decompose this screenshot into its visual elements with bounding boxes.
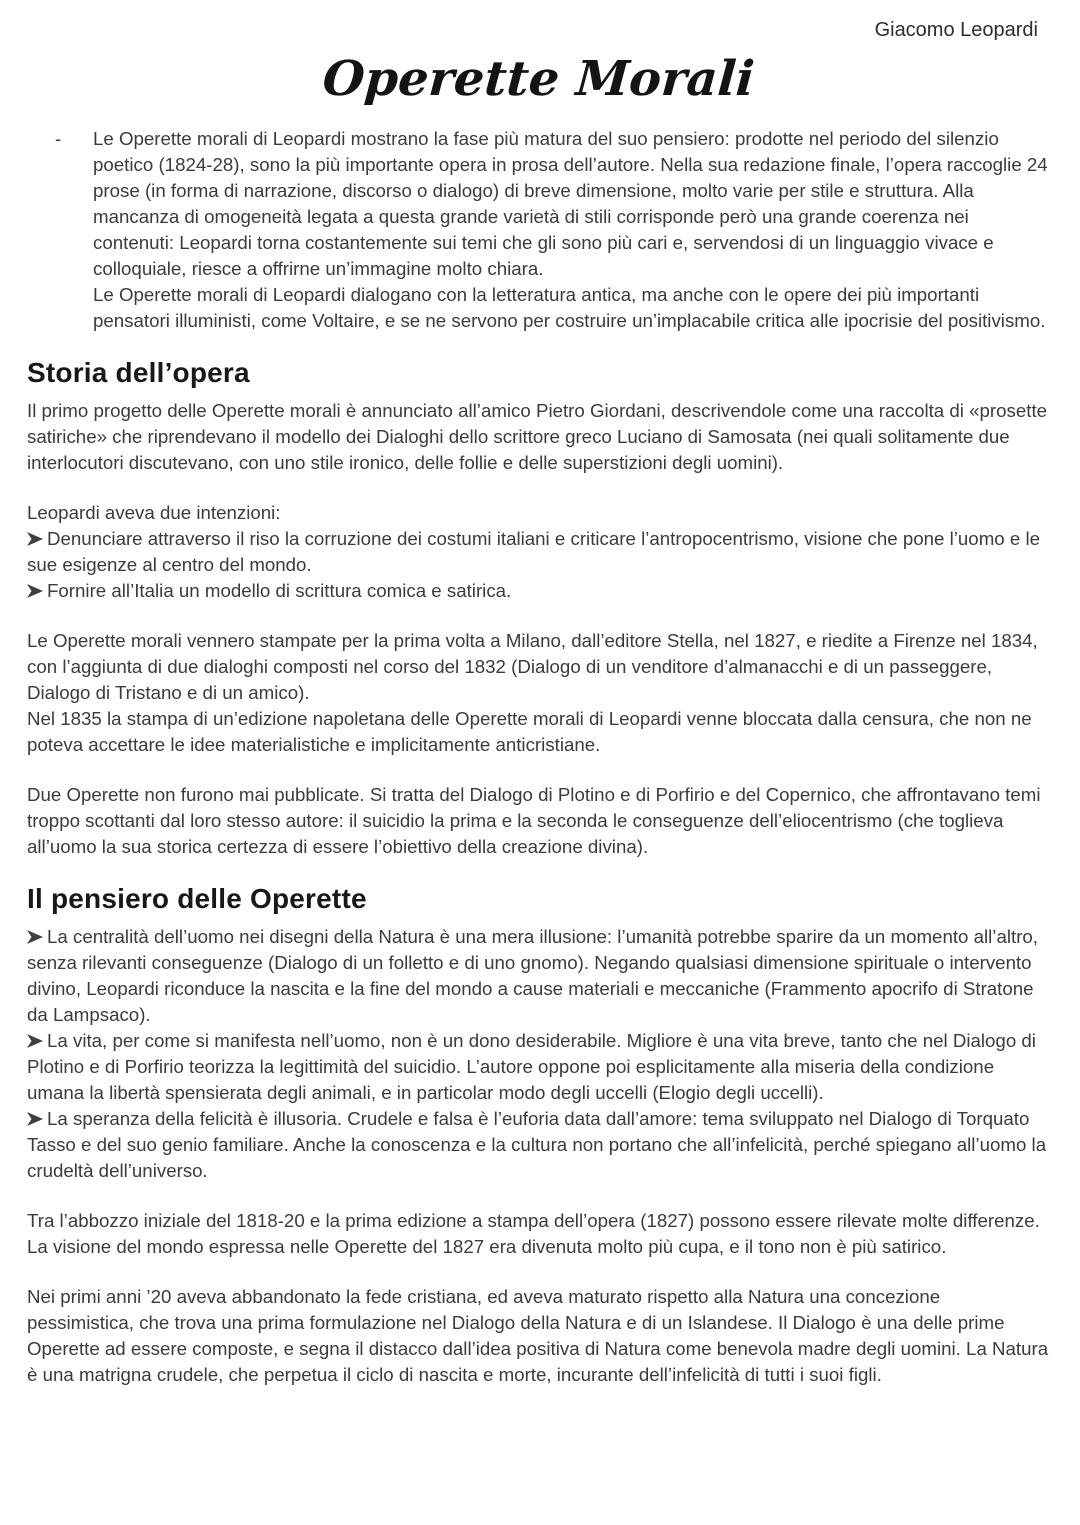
intro-paragraph-2: Le Operette morali di Leopardi dialogano con la letteratura antica, ma anche con le opere dei più importanti pensatori illuministi, come Voltaire, e se ne servono per costruire un’implacabile critica alle ipocrisie del positivismo.: [93, 284, 1046, 331]
intention-bullet-1-text: Denunciare attraverso il riso la corruzione dei costumi italiani e criticare l’antropocentrismo, visione che pone l’uomo e le sue esigenze al centro del mondo.: [27, 528, 1040, 575]
intro-list-item: [27, 126, 1050, 334]
pensiero-bullet-2: [27, 1028, 1050, 1106]
section-heading-storia: Storia dell’opera: [27, 357, 250, 388]
intention-bullet-2-text: Fornire all’Italia un modello di scrittura comica e satirica.: [47, 580, 512, 601]
arrow-bullet-icon: [27, 930, 43, 944]
arrow-bullet-icon: [27, 584, 43, 598]
intention-bullet-1: [27, 526, 1050, 578]
storia-paragraph-1: Il primo progetto delle Operette morali è annunciato all’amico Pietro Giordani, descrivendole come una raccolta di «prosette satiriche» che riprendevano il modello dei Dialoghi dello scrittore greco Luciano di Samosata (nei quali solitamente due interlocutori discutevano, con uno stile ironico, delle follie e delle superstizioni degli uomini).: [27, 400, 1048, 473]
intro-list-body: [93, 126, 1050, 334]
storia-paragraph-4: Due Operette non furono mai pubblicate. Si tratta del Dialogo di Plotino e di Porfirio e del Copernico, che affrontavano temi troppo scottanti dal loro stesso autore: il suicidio la prima e la seconda le conseguenze dell’eliocentrismo (che toglieva all’uomo la sua storica certezza di essere l’obiettivo della creazione divina).: [27, 784, 1041, 857]
storia-paragraph-2: Le Operette morali vennero stampate per la prima volta a Milano, dall’editore Stella, nel 1827, e riedite a Firenze nel 1834, con l’aggiunta di due dialoghi composti nel corso del 1832 (Dialogo di un venditore d’almanacchi e di un passeggere, Dialogo di Tristano e di un amico).: [27, 630, 1038, 703]
storia-paragraph-3: Nel 1835 la stampa di un’edizione napoletana delle Operette morali di Leopardi venne bloccata dalla censura, che non ne poteva accettare le idee materialistiche e implicitamente anticristiane.: [27, 708, 1032, 755]
pensiero-bullet-3: [27, 1106, 1050, 1184]
pensiero-bullet-2-text: La vita, per come si manifesta nell’uomo, non è un dono desiderabile. Migliore è una vita breve, tanto che nel Dialogo di Plotino e di Porfirio teorizza la legittimità del suicidio. L’autore oppone poi esplicitamente alla miseria della condizione umana la libertà spensierata degli animali, e in particolar modo degli uccelli (Elogio degli uccelli).: [27, 1030, 1036, 1103]
intenzioni-label: Leopardi aveva due intenzioni:: [27, 502, 281, 523]
author-name: Giacomo Leopardi: [874, 19, 1038, 41]
arrow-bullet-icon: [27, 1034, 43, 1048]
pensiero-bullet-1: [27, 924, 1050, 1028]
intro-paragraph-1: Le Operette morali di Leopardi mostrano la fase più matura del suo pensiero: prodotte nel periodo del silenzio poetico (1824-28), sono la più importante opera in prosa dell’autore. Nella sua redazione finale, l’opera raccoglie 24 prose (in forma di narrazione, discorso o dialogo) di breve dimensione, molto varie per stile e struttura. Alla mancanza di omogeneità legata a questa grande varietà di stili corrisponde però una grande coerenza nei contenuti: Leopardi torna costantemente sui temi che gli sono più cari e, servendosi di un linguaggio vivace e colloquiale, riesce a offrirne un’immagine molto chiara.: [93, 128, 1048, 279]
pensiero-bullet-3-text: La speranza della felicità è illusoria. Crudele e falsa è l’euforia data dall’amore: tema sviluppato nel Dialogo di Torquato Tasso e del suo genio familiare. Anche la conoscenza e la cultura non portano che all’infelicità, perché spiegano all’uomo la crudeltà dell’universo.: [27, 1108, 1047, 1181]
arrow-bullet-icon: [27, 1112, 43, 1126]
page-title: Operette Morali: [320, 51, 757, 107]
section-heading-pensiero: Il pensiero delle Operette: [27, 883, 367, 914]
pensiero-paragraph-1: Tra l’abbozzo iniziale del 1818-20 e la prima edizione a stampa dell’opera (1827) possono essere rilevate molte differenze. La visione del mondo espressa nelle Operette del 1827 era divenuta molto più cupa, e il tono non è più satirico.: [27, 1210, 1040, 1257]
pensiero-bullet-1-text: La centralità dell’uomo nei disegni della Natura è una mera illusione: l’umanità potrebbe sparire da un momento all’altro, senza rilevanti conseguenze (Dialogo di un folletto e di uno gnomo). Negando qualsiasi dimensione spirituale o intervento divino, Leopardi riconduce la nascita e la fine del mondo a cause materiali e meccaniche (Frammento apocrifo di Stratone da Lampsaco).: [27, 926, 1039, 1025]
pensiero-paragraph-2: Nei primi anni ’20 aveva abbandonato la fede cristiana, ed aveva maturato rispetto alla Natura una concezione pessimistica, che trova una prima formulazione nel Dialogo della Natura e di un Islandese. Il Dialogo è una delle prime Operette ad essere composte, e segna il distacco dall’idea positiva di Natura come benevola madre degli uomini. La Natura è una matrigna crudele, che perpetua il ciclo di nascita e morte, incurante dell’infelicità di tutti i suoi figli.: [27, 1286, 1049, 1385]
arrow-bullet-icon: [27, 532, 43, 546]
intention-bullet-2: [27, 578, 1050, 604]
dash-bullet-marker: -: [55, 128, 62, 149]
